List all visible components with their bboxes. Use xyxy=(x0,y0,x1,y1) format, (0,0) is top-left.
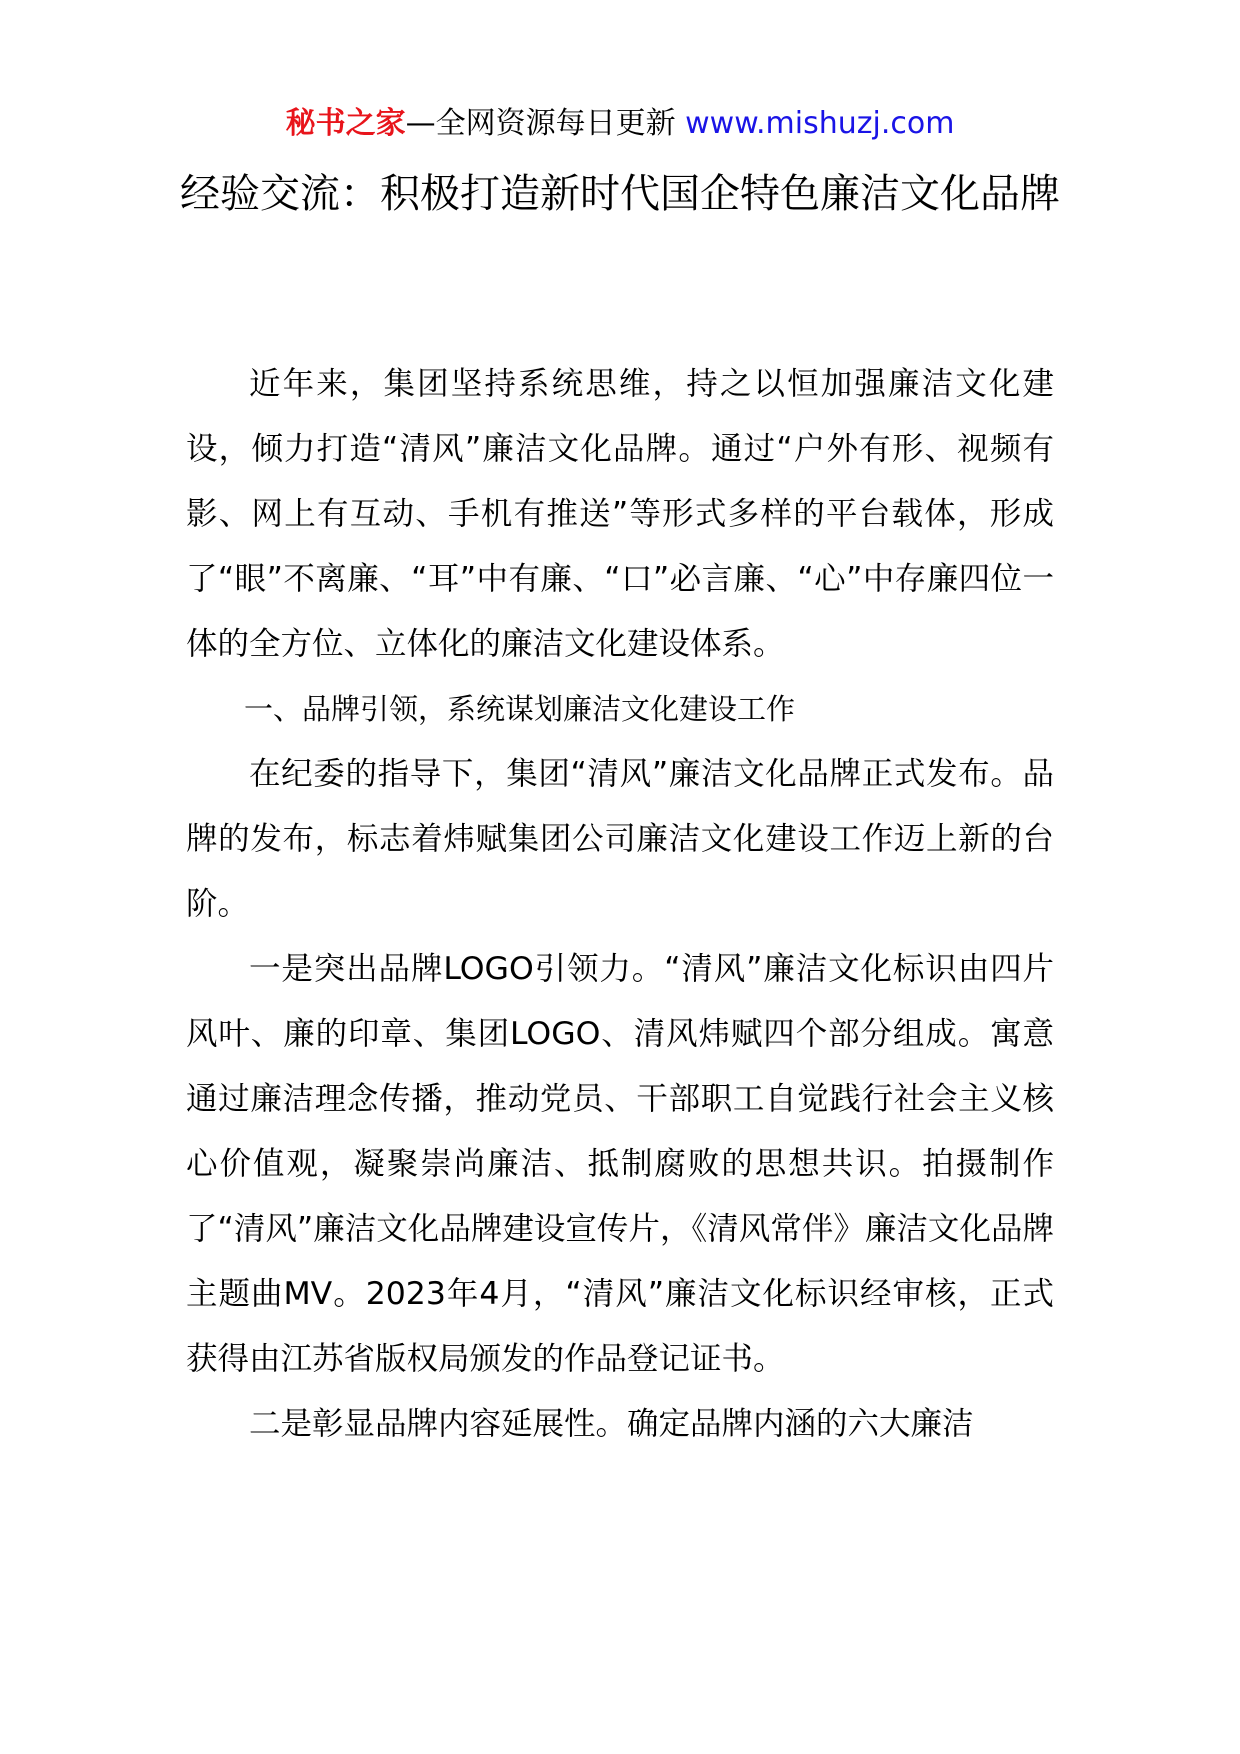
header-tagline: —全网资源每日更新 xyxy=(405,106,676,141)
site-header xyxy=(0,104,1240,144)
document-title: 经验交流：积极打造新时代国企特色廉洁文化品牌 xyxy=(180,171,1060,217)
document-body xyxy=(186,352,1054,1457)
paragraph-brand-release: 在纪委的指导下，集团“清风”廉洁文化品牌正式发布。品牌的发布，标志着炜赋集团公司廉洁文化建设工作迈上新的台阶。 xyxy=(186,756,1054,922)
paragraph-logo: 一是突出品牌LOGO引领力。“清风”廉洁文化标识由四片风叶、廉的印章、集团LOGO、清风炜赋四个部分组成。寓意通过廉洁理念传播，推动党员、干部职工自觉践行社会主义核心价值观，凝聚崇尚廉洁、抵制腐败的思想共识。拍摄制作了“清风”廉洁文化品牌建设宣传片，《清风常伴》廉洁文化品牌主题曲MV。2023年4月，“清风”廉洁文化标识经审核，正式获得由江苏省版权局颁发的作品登记证书。 xyxy=(186,951,1054,1377)
brand-name: 秘书之家 xyxy=(285,106,406,141)
site-url-link[interactable]: www.mishuzj.com xyxy=(685,106,955,141)
section-heading-1: 一、品牌引领，系统谋划廉洁文化建设工作 xyxy=(244,692,796,726)
paragraph-intro: 近年来，集团坚持系统思维，持之以恒加强廉洁文化建设，倾力打造“清风”廉洁文化品牌。通过“户外有形、视频有影、网上有互动、手机有推送”等形式多样的平台载体，形成了“眼”不离廉、“耳”中有廉、“口”必言廉、“心”中存廉四位一体的全方位、立体化的廉洁文化建设体系。 xyxy=(186,366,1054,662)
paragraph-content-extension: 二是彰显品牌内容延展性。确定品牌内涵的六大廉洁 xyxy=(249,1406,974,1442)
